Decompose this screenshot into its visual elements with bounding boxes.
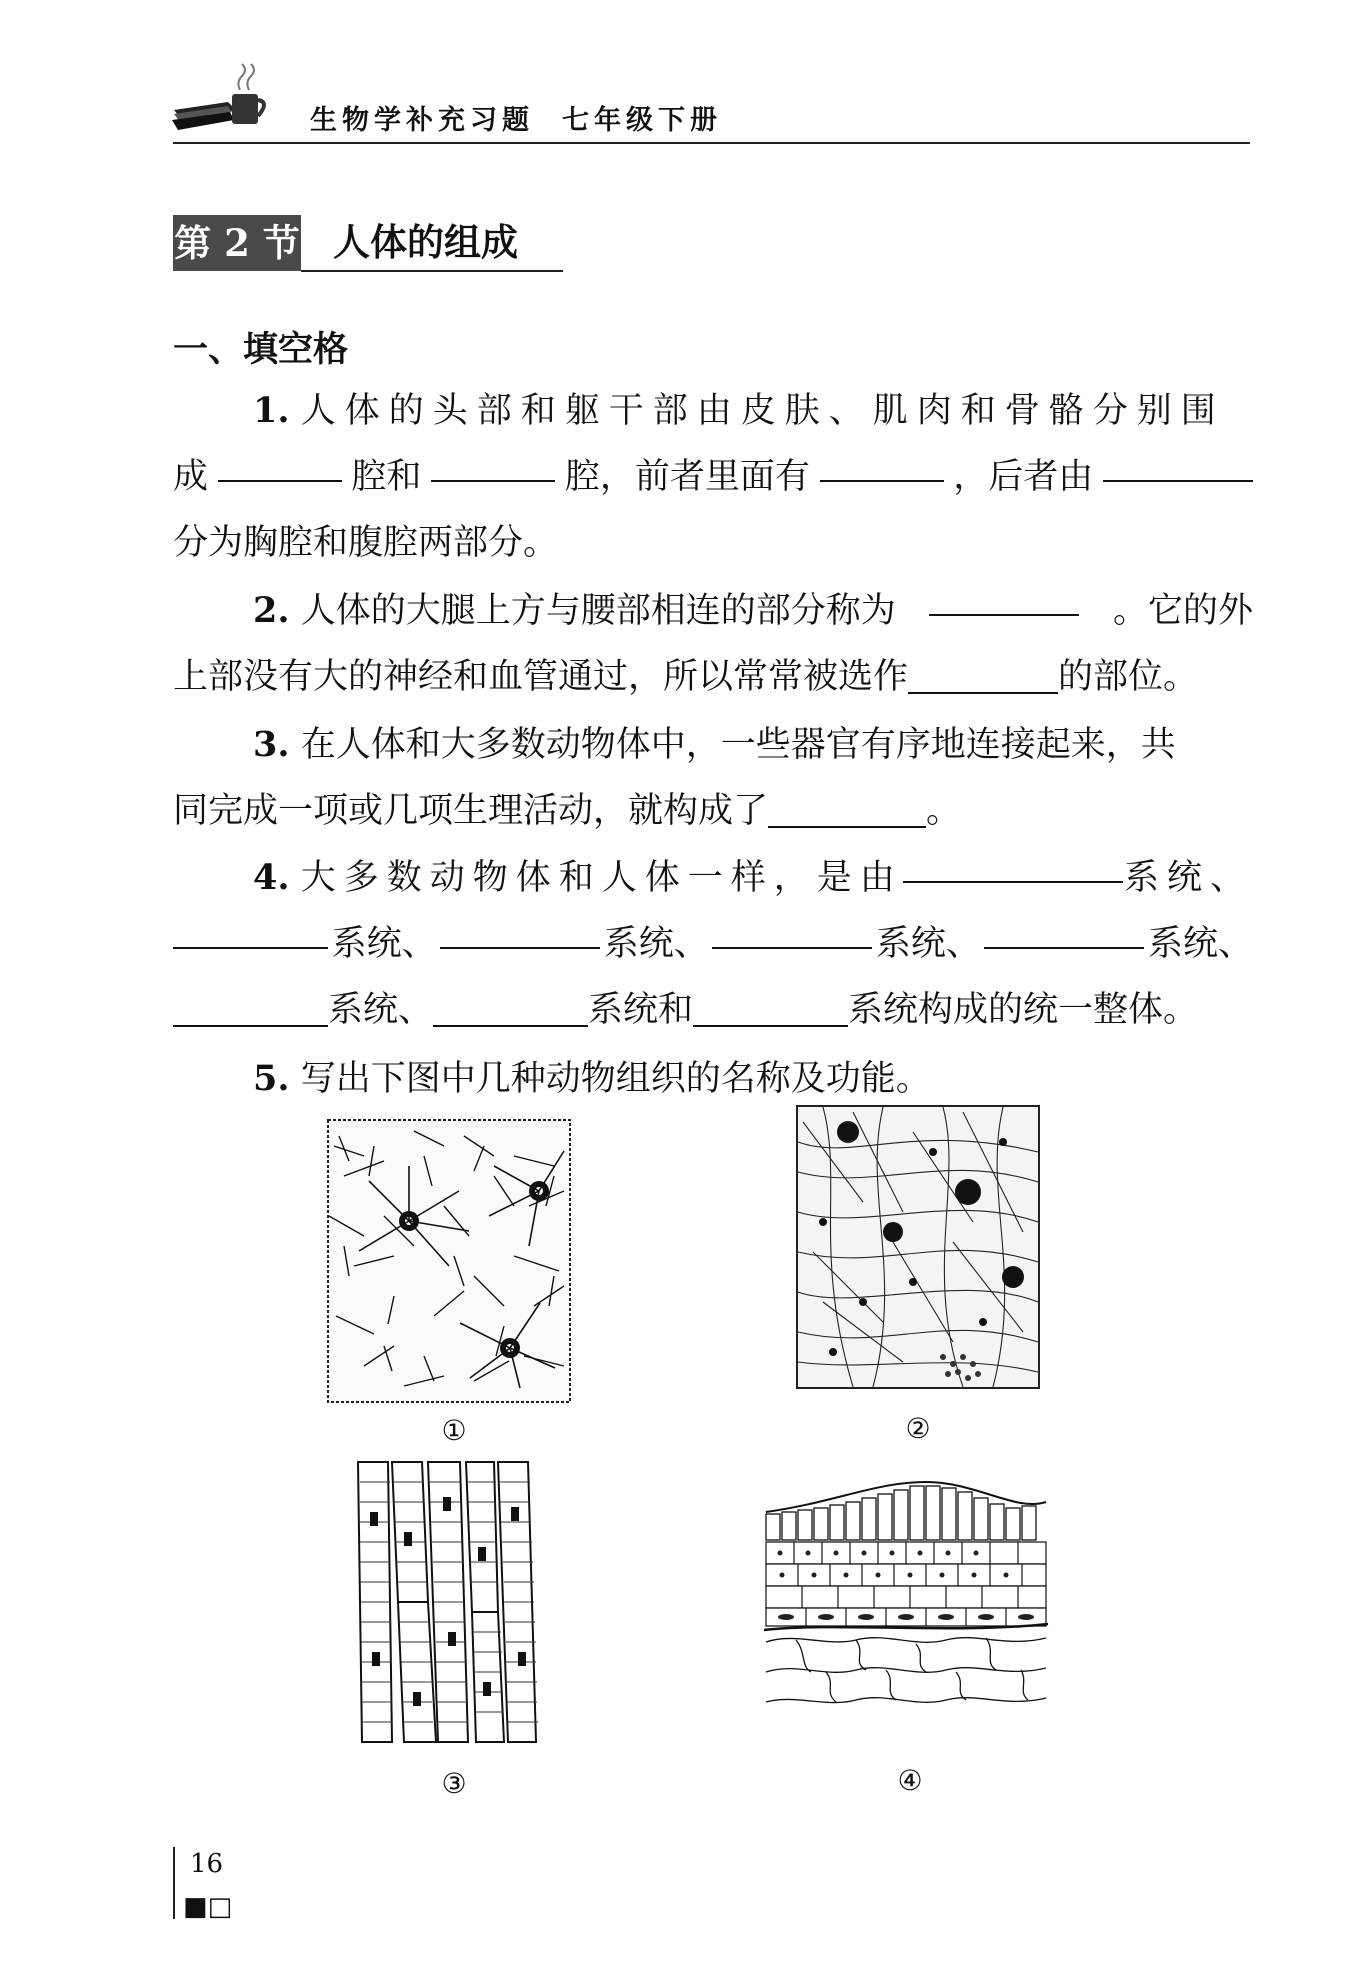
- q3-text-2b: 。: [926, 791, 962, 831]
- q4-blank-8[interactable]: [693, 989, 848, 1027]
- q4-system-2: 系统、: [331, 924, 437, 964]
- q4-blank-1[interactable]: [903, 845, 1123, 883]
- section-underline: [301, 270, 563, 272]
- q1-blank-4[interactable]: [1103, 444, 1253, 482]
- q5-text: 写出下图中几种动物组织的名称及功能。: [300, 1059, 931, 1099]
- q2-blank-1[interactable]: [929, 578, 1079, 616]
- question-1: [173, 378, 1253, 576]
- grade-label: 七年级下册: [562, 105, 722, 136]
- q4-system-5: 系统、: [1147, 924, 1253, 964]
- q4-text-1a: 大多数动物体和人体一样，是由: [300, 858, 903, 898]
- q4-blank-2[interactable]: [173, 911, 328, 949]
- page-number: 16: [190, 1849, 224, 1879]
- q1-text-2d: ，后者由: [953, 457, 1094, 497]
- figure-2-label: ②: [905, 1412, 931, 1445]
- page-marks: ■□: [183, 1892, 233, 1922]
- q4-system-4: 系统、: [875, 924, 981, 964]
- q4-blank-6[interactable]: [173, 989, 328, 1027]
- q2-number: 2.: [253, 590, 290, 631]
- q2-text-2b: 的部位。: [1058, 657, 1199, 697]
- q1-number: 1.: [253, 390, 290, 431]
- question-5: [173, 1046, 1253, 1112]
- figure-4-label: ④: [897, 1764, 923, 1797]
- page-header: [28, 22, 1318, 136]
- q5-number: 5.: [253, 1058, 290, 1099]
- figure-1-label: ①: [441, 1414, 467, 1447]
- q2-blank-2[interactable]: [908, 656, 1058, 694]
- q4-system-3: 系统、: [603, 924, 709, 964]
- epithelial-tissue-figure: [756, 1472, 1056, 1722]
- part-heading: 一、填空格: [173, 330, 349, 370]
- q4-blank-4[interactable]: [712, 911, 872, 949]
- q4-blank-7[interactable]: [433, 989, 588, 1027]
- page: [28, 22, 1318, 1952]
- q1-text-3: 分为胸腔和腹腔两部分。: [173, 523, 559, 563]
- q4-blank-5[interactable]: [984, 911, 1144, 949]
- section-tag: 第 2 节: [173, 215, 301, 271]
- q3-text-2a: 同完成一项或几项生理活动，就构成了: [173, 791, 769, 831]
- q2-text-2a: 上部没有大的神经和血管通过，所以常常被选作: [173, 657, 909, 697]
- book-title: 生物学补充习题: [310, 105, 534, 136]
- q4-system-end: 系统构成的统一整体。: [848, 990, 1199, 1030]
- question-2: [173, 578, 1253, 710]
- q1-text-2a: 成: [173, 457, 209, 497]
- q1-blank-2[interactable]: [431, 444, 555, 482]
- q1-blank-1[interactable]: [218, 444, 342, 482]
- q4-system-and: 系统和: [588, 990, 694, 1030]
- question-3: [173, 712, 1253, 844]
- connective-tissue-figure: [793, 1102, 1043, 1392]
- q4-system-1: 系统、: [1123, 858, 1253, 898]
- books-and-mug-icon: [170, 62, 280, 134]
- q4-number: 4.: [253, 857, 290, 898]
- figure-3-label: ③: [441, 1767, 467, 1800]
- q1-text-2b: 腔和: [351, 457, 422, 497]
- q4-system-6: 系统、: [328, 990, 434, 1030]
- q2-text-1b: 。它的外: [1112, 591, 1253, 631]
- q1-line1: [253, 378, 1225, 444]
- q3-text-1: 在人体和大多数动物体中，一些器官有序地连接起来，共: [300, 725, 1176, 765]
- nerve-tissue-figure: [324, 1116, 574, 1406]
- question-4: [173, 845, 1253, 1043]
- q2-text-1a: 人体的大腿上方与腰部相连的部分称为: [300, 591, 896, 631]
- q3-blank-1[interactable]: [768, 790, 926, 828]
- section-title: [173, 215, 563, 271]
- header-title: [310, 98, 750, 137]
- q1-text-1: 人体的头部和躯干部由皮肤、肌肉和骨骼分别围: [300, 391, 1225, 431]
- q4-blank-3[interactable]: [440, 911, 600, 949]
- q1-blank-3[interactable]: [820, 444, 944, 482]
- q3-number: 3.: [253, 724, 290, 765]
- section-name: 人体的组成: [333, 221, 518, 264]
- header-rule: [173, 142, 1250, 144]
- q1-text-2c: 腔，前者里面有: [564, 457, 810, 497]
- footer-bar: [173, 1847, 175, 1919]
- muscle-tissue-figure: [348, 1452, 558, 1752]
